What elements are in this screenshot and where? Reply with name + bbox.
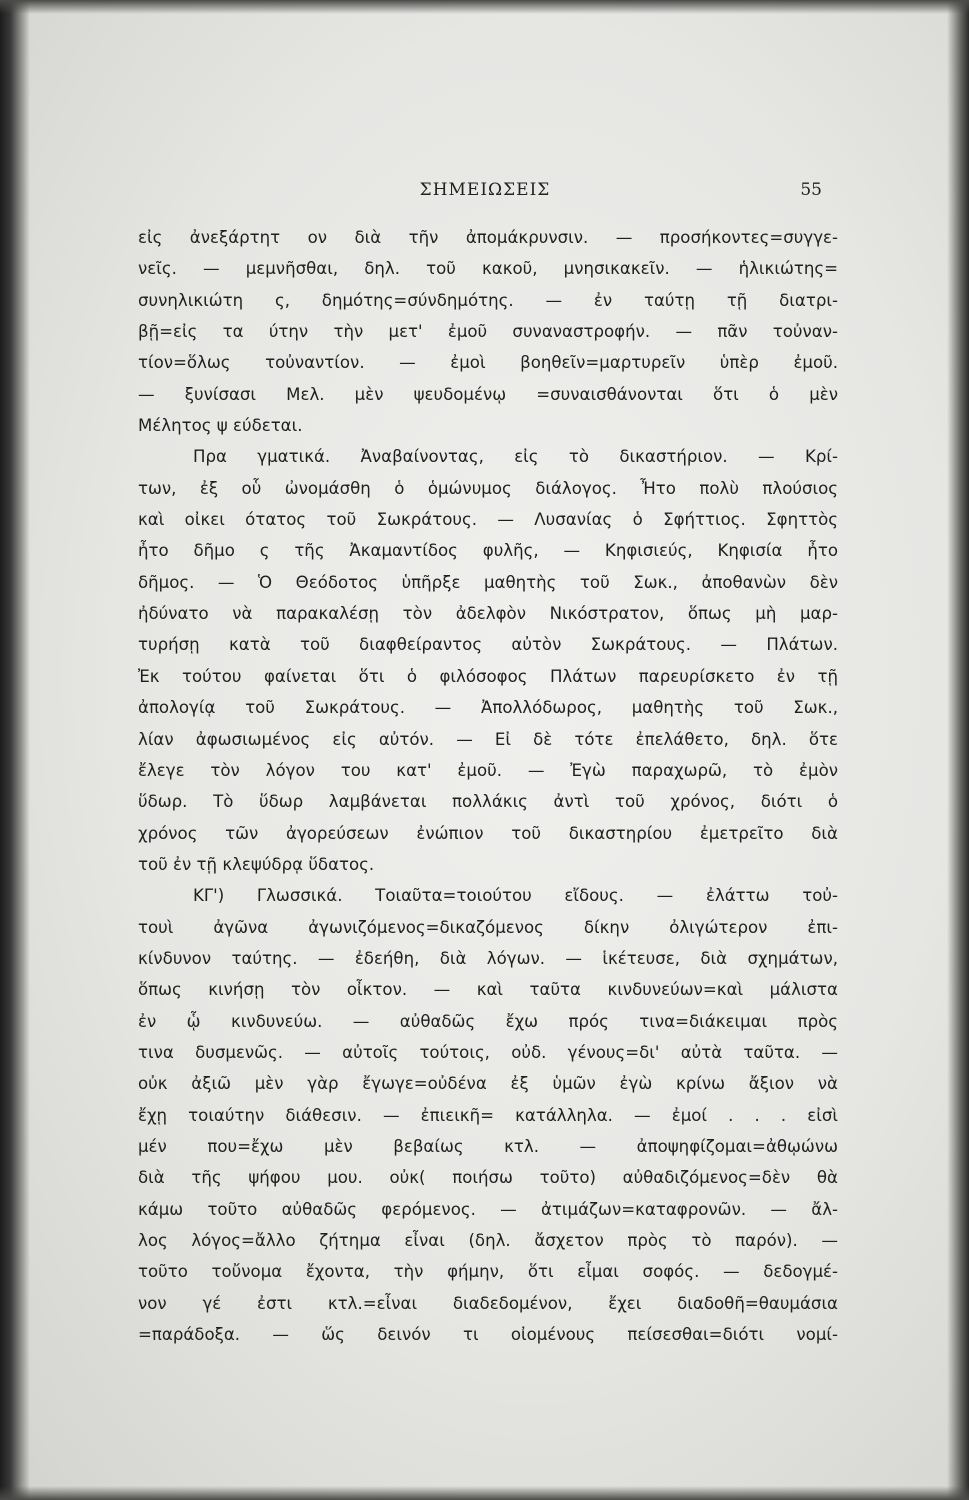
text-line: ὕδωρ. Τὸ ὕδωρ λαμβάνεται πολλάκις ἀντὶ τοῦ χρόνος, διότι ὁ <box>138 792 838 812</box>
page-left-shadow <box>0 0 30 1500</box>
section-heading-line: ΚΓ') Γλωσσικά. Τοιαῦτα=τοιούτου εἴδους. — ἐλάττω τοὐ- <box>193 886 838 906</box>
text-line: τίον=ὅλως τοὐναντίον. — ἐμοὶ βοηθεῖν=μαρτυρεῖν ὑπὲρ ἐμοῦ. <box>138 353 838 373</box>
text-line: τουὶ ἀγῶνα ἀγωνιζόμενος=δικαζόμενος δίκην ὀλιγώτερον ἐπι- <box>138 917 838 937</box>
text-line: ἀπολογίᾳ τοῦ Σωκράτους. — Ἀπολλόδωρος, μαθητὴς τοῦ Σωκ., <box>138 698 838 718</box>
running-title: ΣΗΜΕΙΩΣΕΙΣ <box>419 180 551 200</box>
text-line: κίνδυνον ταύτης. — ἐδεήθη, διὰ λόγων. — ἱκέτευσε, διὰ σχημάτων, <box>138 948 838 968</box>
text-line: λίαν ἀφωσιωμένος εἰς αὐτόν. — Εἰ δὲ τότε ἐπελάθετο, δηλ. ὅτε <box>138 729 838 749</box>
text-line: Μέλητος ψ εύδεται. <box>138 416 303 436</box>
text-line: =παράδοξα. — ὥς δεινόν τι οἰομένους πείσεσθαι=διότι νομί- <box>138 1325 838 1345</box>
page-bottom-shadow <box>0 1486 969 1500</box>
text-line: Ἐκ τούτου φαίνεται ὅτι ὁ φιλόσοφος Πλάτων παρευρίσκετο ἐν τῇ <box>138 666 838 686</box>
text-line: ὅπως κινήσῃ τὸν οἶκτον. — καὶ ταῦτα κινδυνεύων=καὶ μάλιστα <box>138 980 838 1000</box>
text-line: λος λόγος=ἄλλο ζήτημα εἶναι (δηλ. ἄσχετον πρὸς τὸ παρόν). — <box>138 1231 838 1250</box>
text-line: δῆμος. — Ὁ Θεόδοτος ὑπῆρξε μαθητὴς τοῦ Σωκ., ἀποθανὼν δὲν <box>138 572 838 592</box>
text-line: μέν που=ἔχω μὲν βεβαίως κτλ. — ἀποψηφίζομαι=ἀθῳώνω <box>138 1136 838 1156</box>
text-line: των, ἐξ οὗ ὠνομάσθη ὁ ὁμώνυμος διάλογος. Ἦτο πολὺ πλούσιος <box>138 478 838 498</box>
text-line: τινα δυσμενῶς. — αὐτοῖς τούτοις, οὐδ. γένους=δι' αὐτὰ ταῦτα. — <box>138 1042 838 1062</box>
text-line: ἔλεγε τὸν λόγον του κατ' ἐμοῦ. — Ἐγὼ παραχωρῶ, τὸ ἐμὸν <box>138 760 838 780</box>
notes-text-block <box>138 222 838 1350</box>
text-line: ἔχῃ τοιαύτην διάθεσιν. — ἐπιεικῆ= κατάλληλα. — ἐμοί . . . εἰσὶ <box>138 1105 838 1125</box>
text-line: οὐκ ἀξιῶ μὲν γὰρ ἔγωγε=οὐδένα ἐξ ὑμῶν ἐγὼ κρίνω ἄξιον νὰ <box>138 1074 838 1094</box>
text-line: βῇ=εἰς τα ύτην τὴν μετ' ἐμοῦ συναναστροφήν. — πᾶν τοὐναν- <box>138 322 838 342</box>
text-line: τοῦ ἐν τῇ κλεψύδρᾳ ὕδατος. <box>138 854 375 874</box>
text-line: καὶ οἰκει ότατος τοῦ Σωκράτους. — Λυσανίας ὁ Σφήττιος. Σφηττὸς <box>138 510 838 530</box>
page-right-shadow <box>947 0 969 1500</box>
text-line: τυρήσῃ κατὰ τοῦ διαφθείραντος αὐτὸν Σωκράτους. — Πλάτων. <box>138 635 838 655</box>
page-number: 55 <box>800 180 822 200</box>
text-line: χρόνος τῶν ἀγορεύσεων ἐνώπιον τοῦ δικαστηρίου ἐμετρεῖτο διὰ <box>138 823 838 843</box>
text-line: ἦτο δῆμο ς τῆς Ἀκαμαντίδος φυλῆς, — Κηφισιεύς, Κηφισία ἦτο <box>138 541 838 561</box>
text-line: τοῦτο τοὔνομα ἔχοντα, τὴν φήμην, ὅτι εἶμαι σοφός. — δεδογμέ- <box>138 1262 838 1282</box>
text-line: εἰς ἀνεξάρτητ ον διὰ τῆν ἀπομάκρυνσιν. — προσήκοντες=συγγε- <box>138 228 838 247</box>
running-head <box>140 180 830 204</box>
text-line: νεῖς. — μεμνῆσθαι, δηλ. τοῦ κακοῦ, μνησικακεῖν. — ἡλικιώτης= <box>138 259 838 279</box>
text-line: ἠδύνατο νὰ παρακαλέσῃ τὸν ἀδελφὸν Νικόστρατον, ὅπως μὴ μαρ- <box>138 604 838 624</box>
text-line: κάμω τοῦτο αὐθαδῶς φερόμενος. — ἀτιμάζων=καταφρονῶν. — ἄλ- <box>138 1199 838 1219</box>
text-line: νον γέ ἐστι κτλ.=εἶναι διαδεδομένον, ἔχει διαδοθῆ=θαυμάσια <box>138 1293 838 1313</box>
page-top-shadow <box>0 0 969 14</box>
text-line: ἐν ᾧ κινδυνεύω. — αὐθαδῶς ἔχω πρός τινα=διάκειμαι πρὸς <box>138 1011 838 1031</box>
text-line: συνηλικιώτη ς, δημότης=σύνδημότης. — ἐν ταύτῃ τῇ διατρι- <box>138 290 838 310</box>
text-line: διὰ τῆς ψήφου μου. οὐκ( ποιήσω τοῦτο) αὐθαδιζόμενος=δὲν θὰ <box>138 1168 838 1188</box>
text-line: — ξυνίσασι Μελ. μὲν ψευδομένῳ =συναισθάνονται ὅτι ὁ μὲν <box>138 384 838 404</box>
section-heading-line: Πρα γματικά. Ἀναβαίνοντας, εἰς τὸ δικαστήριον. — Κρί- <box>193 447 838 467</box>
